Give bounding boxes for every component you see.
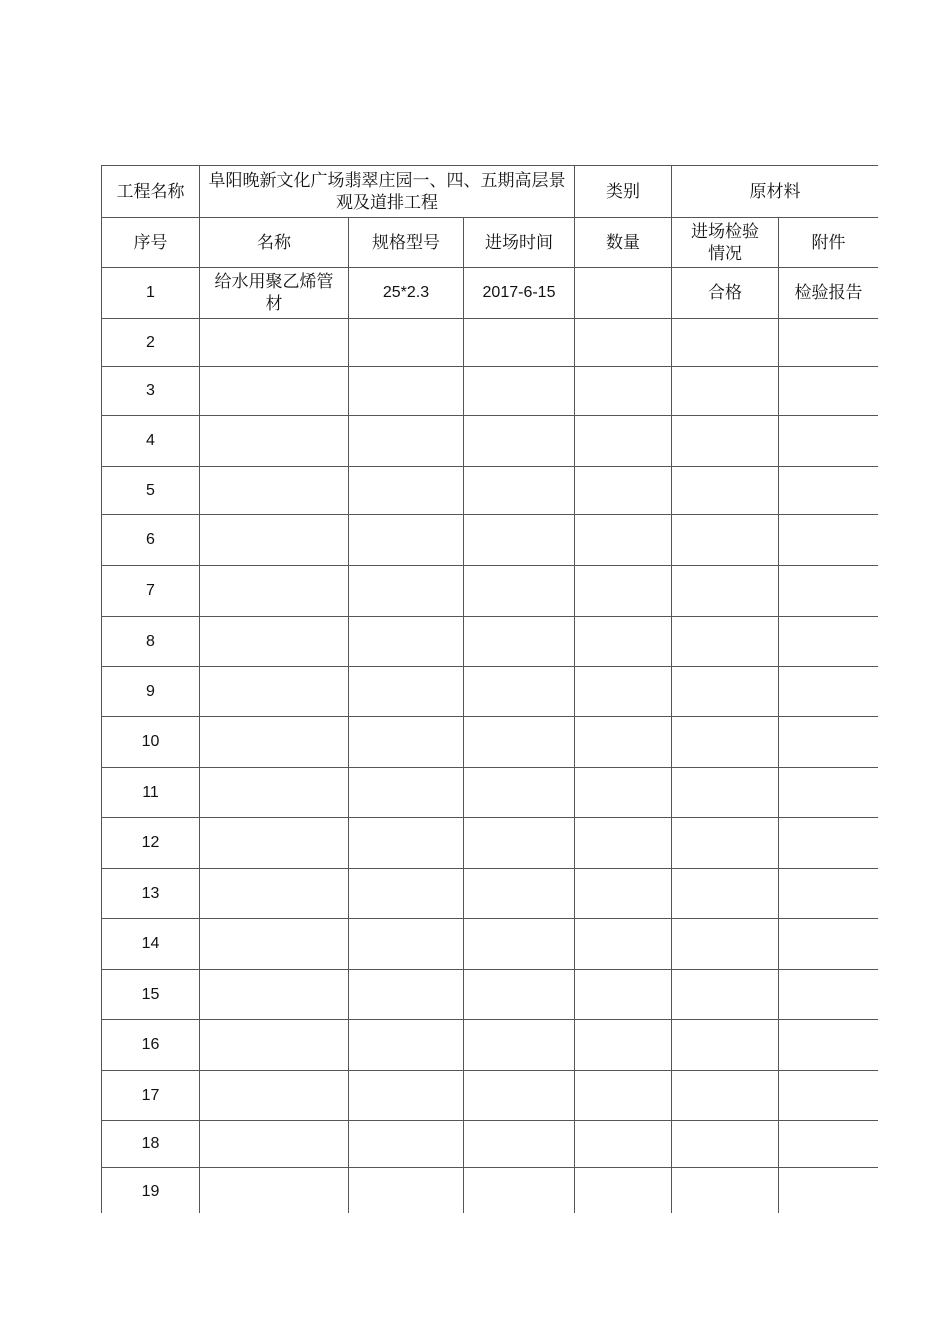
- table-row: [102, 919, 879, 970]
- row-no: 7: [102, 566, 200, 617]
- row-attachment: [779, 467, 878, 515]
- row-spec: [349, 818, 464, 869]
- row-no: 13: [102, 869, 200, 919]
- row-no: 17: [102, 1071, 200, 1121]
- row-name: [200, 818, 349, 869]
- row-no: 11: [102, 768, 200, 818]
- table-row: [102, 319, 879, 367]
- row-spec: [349, 919, 464, 970]
- project-name: 阜阳晚新文化广场翡翠庄园一、四、五期高层景观及道排工程: [200, 166, 575, 218]
- row-spec: [349, 1020, 464, 1071]
- category-label: 类别: [575, 166, 672, 218]
- row-date: [464, 1071, 575, 1121]
- table-row: [102, 367, 879, 416]
- row-spec: [349, 515, 464, 566]
- row-no: 8: [102, 617, 200, 667]
- table-row: [102, 617, 879, 667]
- row-date: [464, 617, 575, 667]
- row-qty: [575, 717, 672, 768]
- row-spec: [349, 1071, 464, 1121]
- row-result: [672, 566, 779, 617]
- table-row: [102, 667, 879, 717]
- row-no: 14: [102, 919, 200, 970]
- row-attachment: [779, 919, 878, 970]
- row-spec: [349, 1121, 464, 1168]
- row-result: [672, 1071, 779, 1121]
- row-spec: 25*2.3: [349, 268, 464, 319]
- row-no: 3: [102, 367, 200, 416]
- row-name: [200, 416, 349, 467]
- row-spec: [349, 617, 464, 667]
- row-qty: [575, 1071, 672, 1121]
- row-attachment: [779, 1020, 878, 1071]
- table-row: [102, 467, 879, 515]
- col-header-result: 进场检验情况: [672, 218, 779, 268]
- row-spec: [349, 768, 464, 818]
- row-qty: [575, 515, 672, 566]
- row-attachment: [779, 1168, 878, 1214]
- row-result: [672, 970, 779, 1020]
- row-qty: [575, 1168, 672, 1214]
- row-attachment: [779, 1121, 878, 1168]
- col-header-qty: 数量: [575, 218, 672, 268]
- row-result: [672, 1121, 779, 1168]
- row-qty: [575, 566, 672, 617]
- row-no: 18: [102, 1121, 200, 1168]
- table-row: [102, 1071, 879, 1121]
- row-result: [672, 818, 779, 869]
- row-no: 10: [102, 717, 200, 768]
- row-name: [200, 515, 349, 566]
- row-no: 2: [102, 319, 200, 367]
- row-spec: [349, 717, 464, 768]
- row-no: 19: [102, 1168, 200, 1214]
- table-row: [102, 1168, 879, 1214]
- row-qty: [575, 319, 672, 367]
- row-date: [464, 467, 575, 515]
- row-date: [464, 970, 575, 1020]
- row-date: [464, 919, 575, 970]
- row-result: [672, 367, 779, 416]
- table-row: [102, 268, 879, 319]
- row-result: [672, 1168, 779, 1214]
- row-name: [200, 319, 349, 367]
- row-name: [200, 970, 349, 1020]
- row-result: [672, 667, 779, 717]
- row-date: [464, 717, 575, 768]
- row-qty: [575, 919, 672, 970]
- row-result: [672, 869, 779, 919]
- row-qty: [575, 667, 672, 717]
- row-no: 9: [102, 667, 200, 717]
- row-attachment: [779, 319, 878, 367]
- header-row-project: [102, 166, 879, 218]
- row-result: [672, 416, 779, 467]
- row-name: [200, 467, 349, 515]
- row-spec: [349, 367, 464, 416]
- row-attachment: [779, 869, 878, 919]
- row-result: [672, 1020, 779, 1071]
- table-row: [102, 1020, 879, 1071]
- row-name: [200, 1168, 349, 1214]
- row-result: 合格: [672, 268, 779, 319]
- row-no: 15: [102, 970, 200, 1020]
- col-header-date: 进场时间: [464, 218, 575, 268]
- row-date: [464, 367, 575, 416]
- row-attachment: [779, 416, 878, 467]
- row-date: [464, 667, 575, 717]
- row-result: [672, 717, 779, 768]
- row-name: [200, 367, 349, 416]
- row-name: [200, 667, 349, 717]
- row-attachment: [779, 1071, 878, 1121]
- table-row: [102, 1121, 879, 1168]
- row-spec: [349, 1168, 464, 1214]
- row-name: [200, 566, 349, 617]
- row-spec: [349, 869, 464, 919]
- row-spec: [349, 970, 464, 1020]
- row-attachment: [779, 667, 878, 717]
- row-no: 1: [102, 268, 200, 319]
- row-date: 2017-6-15: [464, 268, 575, 319]
- row-attachment: [779, 717, 878, 768]
- row-qty: [575, 869, 672, 919]
- row-no: 12: [102, 818, 200, 869]
- row-result: [672, 617, 779, 667]
- row-qty: [575, 367, 672, 416]
- row-attachment: [779, 566, 878, 617]
- row-attachment: [779, 617, 878, 667]
- row-spec: [349, 667, 464, 717]
- row-no: 5: [102, 467, 200, 515]
- row-name: [200, 869, 349, 919]
- table-row: [102, 416, 879, 467]
- table-row: [102, 869, 879, 919]
- table-row: [102, 970, 879, 1020]
- row-qty: [575, 970, 672, 1020]
- col-header-attachment: 附件: [779, 218, 878, 268]
- row-attachment: 检验报告: [779, 268, 878, 319]
- row-date: [464, 1168, 575, 1214]
- row-result: [672, 768, 779, 818]
- row-name: 给水用聚乙烯管材: [200, 268, 349, 319]
- material-entry-sheet: [101, 165, 878, 1213]
- row-result: [672, 919, 779, 970]
- row-date: [464, 416, 575, 467]
- row-name: [200, 717, 349, 768]
- row-qty: [575, 416, 672, 467]
- row-qty: [575, 1020, 672, 1071]
- material-entry-table: [101, 165, 878, 1213]
- row-date: [464, 869, 575, 919]
- row-qty: [575, 818, 672, 869]
- row-attachment: [779, 367, 878, 416]
- table-row: [102, 717, 879, 768]
- row-spec: [349, 566, 464, 617]
- row-name: [200, 768, 349, 818]
- row-qty: [575, 1121, 672, 1168]
- row-attachment: [779, 515, 878, 566]
- row-name: [200, 617, 349, 667]
- row-result: [672, 319, 779, 367]
- row-qty: [575, 617, 672, 667]
- row-name: [200, 1071, 349, 1121]
- row-spec: [349, 416, 464, 467]
- project-label: 工程名称: [102, 166, 200, 218]
- col-header-name: 名称: [200, 218, 349, 268]
- row-attachment: [779, 970, 878, 1020]
- row-date: [464, 566, 575, 617]
- row-date: [464, 1020, 575, 1071]
- table-row: [102, 818, 879, 869]
- row-attachment: [779, 768, 878, 818]
- row-result: [672, 467, 779, 515]
- col-header-no: 序号: [102, 218, 200, 268]
- row-no: 6: [102, 515, 200, 566]
- row-no: 4: [102, 416, 200, 467]
- row-qty: [575, 768, 672, 818]
- row-spec: [349, 319, 464, 367]
- row-date: [464, 319, 575, 367]
- row-date: [464, 768, 575, 818]
- table-row: [102, 515, 879, 566]
- row-date: [464, 515, 575, 566]
- row-date: [464, 818, 575, 869]
- column-header-row: [102, 218, 879, 268]
- row-name: [200, 919, 349, 970]
- table-row: [102, 566, 879, 617]
- row-attachment: [779, 818, 878, 869]
- row-name: [200, 1121, 349, 1168]
- row-no: 16: [102, 1020, 200, 1071]
- row-qty: [575, 268, 672, 319]
- col-header-spec: 规格型号: [349, 218, 464, 268]
- row-name: [200, 1020, 349, 1071]
- row-spec: [349, 467, 464, 515]
- row-result: [672, 515, 779, 566]
- category-value: 原材料: [672, 166, 878, 218]
- row-qty: [575, 467, 672, 515]
- table-row: [102, 768, 879, 818]
- row-date: [464, 1121, 575, 1168]
